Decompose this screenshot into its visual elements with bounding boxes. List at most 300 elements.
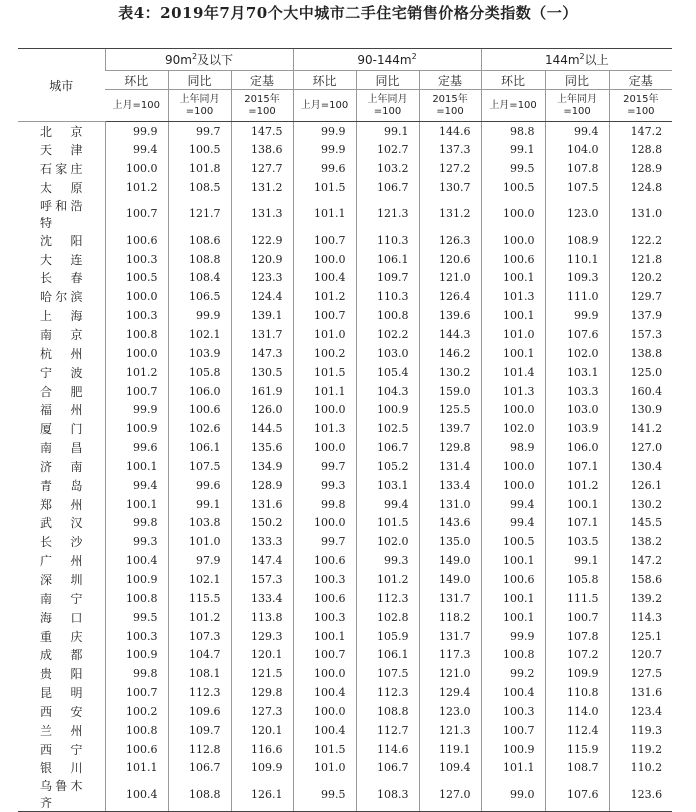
base-small: 127.3 bbox=[231, 702, 293, 721]
mom-medium: 101.1 bbox=[293, 197, 356, 231]
table-row bbox=[18, 740, 672, 759]
yoy-medium: 99.4 bbox=[356, 495, 419, 514]
yoy-medium: 102.0 bbox=[356, 532, 419, 551]
yoy-small: 108.8 bbox=[168, 250, 231, 269]
mom-medium: 101.0 bbox=[293, 325, 356, 344]
base-large: 138.8 bbox=[609, 344, 672, 363]
base-small: 128.9 bbox=[231, 476, 293, 495]
yoy-small: 99.7 bbox=[168, 122, 231, 141]
yoy-large: 101.2 bbox=[545, 476, 609, 495]
base-medium: 118.2 bbox=[419, 608, 481, 627]
yoy-large: 112.4 bbox=[545, 721, 609, 740]
mom-small: 100.6 bbox=[105, 231, 168, 250]
mom-medium: 100.7 bbox=[293, 231, 356, 250]
yoy-small: 112.8 bbox=[168, 740, 231, 759]
table-row bbox=[18, 287, 672, 306]
yoy-medium: 112.3 bbox=[356, 589, 419, 608]
city-cell: 海 口 bbox=[40, 610, 83, 625]
mom-small: 100.9 bbox=[105, 645, 168, 664]
yoy-small: 102.1 bbox=[168, 325, 231, 344]
yoy-small: 115.5 bbox=[168, 589, 231, 608]
yoy-large: 102.0 bbox=[545, 344, 609, 363]
city-cell: 南 京 bbox=[40, 328, 83, 343]
yoy-large: 115.9 bbox=[545, 740, 609, 759]
mom-medium: 100.2 bbox=[293, 344, 356, 363]
yoy-medium: 102.8 bbox=[356, 608, 419, 627]
base-large: 130.2 bbox=[609, 495, 672, 514]
yoy-small: 107.5 bbox=[168, 457, 231, 476]
sub-header-yoy: 同比 bbox=[356, 71, 419, 90]
base-label-prev-month: 上月=100 bbox=[105, 90, 168, 122]
base-medium: 127.2 bbox=[419, 159, 481, 178]
base-medium: 127.0 bbox=[419, 777, 481, 812]
yoy-small: 101.8 bbox=[168, 159, 231, 178]
city-cell: 乌鲁木齐 bbox=[18, 777, 105, 812]
table-row bbox=[18, 627, 672, 646]
group-header-large: $144m^2$以上 bbox=[481, 49, 672, 71]
city-cell: 西 宁 bbox=[40, 742, 83, 757]
yoy-medium: 101.5 bbox=[356, 514, 419, 533]
yoy-large: 110.8 bbox=[545, 683, 609, 702]
table-row bbox=[18, 759, 672, 778]
city-cell: 呼和浩特 bbox=[40, 198, 83, 230]
yoy-medium: 101.2 bbox=[356, 570, 419, 589]
yoy-small: 101.2 bbox=[168, 608, 231, 627]
table-row bbox=[18, 645, 672, 664]
city-cell: 成 都 bbox=[40, 648, 83, 663]
base-small: 131.6 bbox=[231, 495, 293, 514]
yoy-large: 105.8 bbox=[545, 570, 609, 589]
base-medium: 119.1 bbox=[419, 740, 481, 759]
yoy-large: 123.0 bbox=[545, 197, 609, 231]
table-row bbox=[18, 306, 672, 325]
group-header-row bbox=[18, 49, 672, 71]
yoy-small: 105.8 bbox=[168, 363, 231, 382]
yoy-large: 107.1 bbox=[545, 514, 609, 533]
city-cell: 大 连 bbox=[40, 252, 83, 267]
base-medium: 126.4 bbox=[419, 287, 481, 306]
table-row bbox=[18, 344, 672, 363]
table-row bbox=[18, 683, 672, 702]
base-large: 110.2 bbox=[609, 759, 672, 778]
base-medium: 139.6 bbox=[419, 306, 481, 325]
mom-medium: 100.0 bbox=[293, 400, 356, 419]
base-small: 150.2 bbox=[231, 514, 293, 533]
base-medium: 121.0 bbox=[419, 269, 481, 288]
yoy-large: 111.5 bbox=[545, 589, 609, 608]
base-large: 127.5 bbox=[609, 664, 672, 683]
group-header-small: $90m^2$及以下 bbox=[105, 49, 293, 71]
sub-header-mom: 环比 bbox=[105, 71, 168, 90]
yoy-large: 114.0 bbox=[545, 702, 609, 721]
table-row bbox=[18, 551, 672, 570]
mom-medium: 100.0 bbox=[293, 702, 356, 721]
mom-medium: 101.1 bbox=[293, 382, 356, 401]
yoy-small: 108.4 bbox=[168, 269, 231, 288]
group-header-medium: $90-144m^2$ bbox=[293, 49, 481, 71]
table-row bbox=[18, 532, 672, 551]
mom-large: 99.2 bbox=[481, 664, 545, 683]
base-small: 129.8 bbox=[231, 683, 293, 702]
mom-large: 101.4 bbox=[481, 363, 545, 382]
yoy-small: 97.9 bbox=[168, 551, 231, 570]
mom-large: 100.1 bbox=[481, 608, 545, 627]
table-row bbox=[18, 419, 672, 438]
yoy-medium: 99.3 bbox=[356, 551, 419, 570]
yoy-small: 106.1 bbox=[168, 438, 231, 457]
sub-header-mom: 环比 bbox=[293, 71, 356, 90]
base-large: 138.2 bbox=[609, 532, 672, 551]
mom-small: 101.2 bbox=[105, 178, 168, 197]
base-small: 133.4 bbox=[231, 589, 293, 608]
mom-large: 100.6 bbox=[481, 570, 545, 589]
mom-large: 101.0 bbox=[481, 325, 545, 344]
table-row bbox=[18, 363, 672, 382]
table-row bbox=[18, 250, 672, 269]
base-small: 116.6 bbox=[231, 740, 293, 759]
yoy-medium: 104.3 bbox=[356, 382, 419, 401]
mom-large: 98.9 bbox=[481, 438, 545, 457]
base-medium: 131.4 bbox=[419, 457, 481, 476]
yoy-medium: 106.1 bbox=[356, 645, 419, 664]
base-small: 126.1 bbox=[231, 777, 293, 812]
base-label-prev-month: 上月=100 bbox=[481, 90, 545, 122]
mom-small: 100.4 bbox=[105, 777, 168, 812]
yoy-large: 107.1 bbox=[545, 457, 609, 476]
mom-medium: 101.3 bbox=[293, 419, 356, 438]
mom-small: 100.3 bbox=[105, 627, 168, 646]
yoy-medium: 99.1 bbox=[356, 122, 419, 141]
base-small: 109.9 bbox=[231, 759, 293, 778]
sub-header-mom: 环比 bbox=[481, 71, 545, 90]
mom-medium: 100.7 bbox=[293, 645, 356, 664]
city-cell: 哈尔滨 bbox=[40, 290, 83, 305]
mom-medium: 100.4 bbox=[293, 269, 356, 288]
table-row bbox=[18, 457, 672, 476]
mom-medium: 100.0 bbox=[293, 250, 356, 269]
table-row bbox=[18, 231, 672, 250]
base-large: 129.7 bbox=[609, 287, 672, 306]
mom-large: 101.3 bbox=[481, 287, 545, 306]
mom-large: 100.1 bbox=[481, 551, 545, 570]
base-small: 147.4 bbox=[231, 551, 293, 570]
base-small: 120.9 bbox=[231, 250, 293, 269]
yoy-medium: 110.3 bbox=[356, 287, 419, 306]
mom-large: 100.4 bbox=[481, 683, 545, 702]
mom-large: 99.5 bbox=[481, 159, 545, 178]
mom-small: 99.4 bbox=[105, 140, 168, 159]
mom-medium: 100.3 bbox=[293, 608, 356, 627]
yoy-small: 121.7 bbox=[168, 197, 231, 231]
yoy-small: 103.9 bbox=[168, 344, 231, 363]
mom-small: 100.7 bbox=[105, 683, 168, 702]
yoy-medium: 102.5 bbox=[356, 419, 419, 438]
base-large: 128.8 bbox=[609, 140, 672, 159]
mom-medium: 100.3 bbox=[293, 570, 356, 589]
yoy-large: 104.0 bbox=[545, 140, 609, 159]
city-cell: 杭 州 bbox=[40, 346, 83, 361]
yoy-medium: 106.7 bbox=[356, 178, 419, 197]
base-small: 129.3 bbox=[231, 627, 293, 646]
yoy-large: 107.8 bbox=[545, 159, 609, 178]
mom-medium: 100.4 bbox=[293, 683, 356, 702]
yoy-small: 108.6 bbox=[168, 231, 231, 250]
table-row bbox=[18, 514, 672, 533]
base-small: 113.8 bbox=[231, 608, 293, 627]
city-cell: 南 宁 bbox=[40, 591, 83, 606]
base-large: 158.6 bbox=[609, 570, 672, 589]
mom-large: 100.0 bbox=[481, 197, 545, 231]
yoy-large: 103.3 bbox=[545, 382, 609, 401]
base-medium: 120.6 bbox=[419, 250, 481, 269]
mom-small: 100.0 bbox=[105, 287, 168, 306]
base-large: 130.9 bbox=[609, 400, 672, 419]
mom-medium: 99.7 bbox=[293, 457, 356, 476]
base-small: 120.1 bbox=[231, 721, 293, 740]
base-large: 122.2 bbox=[609, 231, 672, 250]
mom-medium: 100.6 bbox=[293, 551, 356, 570]
yoy-small: 108.5 bbox=[168, 178, 231, 197]
mom-small: 100.8 bbox=[105, 721, 168, 740]
city-cell: 石家庄 bbox=[40, 162, 83, 177]
base-small: 161.9 bbox=[231, 382, 293, 401]
yoy-small: 99.1 bbox=[168, 495, 231, 514]
yoy-medium: 110.3 bbox=[356, 231, 419, 250]
table-row bbox=[18, 122, 672, 141]
mom-medium: 101.2 bbox=[293, 287, 356, 306]
table-row bbox=[18, 476, 672, 495]
base-large: 130.4 bbox=[609, 457, 672, 476]
base-large: 126.1 bbox=[609, 476, 672, 495]
base-medium: 149.0 bbox=[419, 551, 481, 570]
yoy-small: 108.8 bbox=[168, 777, 231, 812]
yoy-medium: 108.8 bbox=[356, 702, 419, 721]
mom-small: 100.0 bbox=[105, 344, 168, 363]
city-cell: 兰 州 bbox=[40, 723, 83, 738]
base-label-prev-year: 上年同月=100 bbox=[168, 90, 231, 122]
city-cell: 南 昌 bbox=[40, 441, 83, 456]
base-medium: 135.0 bbox=[419, 532, 481, 551]
base-small: 131.3 bbox=[231, 197, 293, 231]
yoy-large: 99.9 bbox=[545, 306, 609, 325]
base-label-2015: 2015年=100 bbox=[231, 90, 293, 122]
table-row bbox=[18, 570, 672, 589]
mom-medium: 101.5 bbox=[293, 178, 356, 197]
table-row bbox=[18, 608, 672, 627]
mom-medium: 100.7 bbox=[293, 306, 356, 325]
mom-medium: 100.4 bbox=[293, 721, 356, 740]
sub-header-fixed-base: 定基 bbox=[231, 71, 293, 90]
mom-medium: 100.0 bbox=[293, 438, 356, 457]
yoy-large: 108.9 bbox=[545, 231, 609, 250]
yoy-medium: 114.6 bbox=[356, 740, 419, 759]
table-row bbox=[18, 702, 672, 721]
yoy-medium: 100.8 bbox=[356, 306, 419, 325]
table-row bbox=[18, 178, 672, 197]
base-small: 121.5 bbox=[231, 664, 293, 683]
mom-small: 100.3 bbox=[105, 306, 168, 325]
mom-large: 100.8 bbox=[481, 645, 545, 664]
yoy-small: 100.6 bbox=[168, 400, 231, 419]
mom-small: 100.7 bbox=[105, 382, 168, 401]
city-cell: 西 安 bbox=[40, 704, 83, 719]
base-header-row bbox=[18, 90, 672, 122]
yoy-medium: 112.7 bbox=[356, 721, 419, 740]
yoy-medium: 102.7 bbox=[356, 140, 419, 159]
yoy-small: 99.9 bbox=[168, 306, 231, 325]
table-row bbox=[18, 589, 672, 608]
base-medium: 109.4 bbox=[419, 759, 481, 778]
yoy-large: 103.5 bbox=[545, 532, 609, 551]
yoy-large: 107.6 bbox=[545, 325, 609, 344]
yoy-small: 102.1 bbox=[168, 570, 231, 589]
base-label-prev-year: 上年同月=100 bbox=[356, 90, 419, 122]
mom-medium: 101.5 bbox=[293, 740, 356, 759]
yoy-large: 107.2 bbox=[545, 645, 609, 664]
city-column-header: 城市 bbox=[18, 49, 105, 122]
yoy-small: 106.7 bbox=[168, 759, 231, 778]
yoy-small: 106.5 bbox=[168, 287, 231, 306]
mom-small: 100.2 bbox=[105, 702, 168, 721]
base-medium: 126.3 bbox=[419, 231, 481, 250]
sub-header-row bbox=[18, 71, 672, 90]
mom-small: 101.1 bbox=[105, 759, 168, 778]
base-small: 123.3 bbox=[231, 269, 293, 288]
city-cell: 武 汉 bbox=[40, 516, 83, 531]
base-label-prev-year: 上年同月=100 bbox=[545, 90, 609, 122]
base-medium: 130.2 bbox=[419, 363, 481, 382]
table-row bbox=[18, 721, 672, 740]
base-large: 147.2 bbox=[609, 122, 672, 141]
yoy-medium: 100.9 bbox=[356, 400, 419, 419]
sub-header-fixed-base: 定基 bbox=[609, 71, 672, 90]
yoy-large: 103.0 bbox=[545, 400, 609, 419]
base-medium: 149.0 bbox=[419, 570, 481, 589]
mom-small: 99.4 bbox=[105, 476, 168, 495]
yoy-medium: 112.3 bbox=[356, 683, 419, 702]
mom-small: 99.8 bbox=[105, 514, 168, 533]
base-small: 134.9 bbox=[231, 457, 293, 476]
mom-medium: 99.7 bbox=[293, 532, 356, 551]
mom-small: 100.9 bbox=[105, 570, 168, 589]
mom-large: 99.4 bbox=[481, 495, 545, 514]
mom-medium: 100.6 bbox=[293, 589, 356, 608]
mom-small: 100.0 bbox=[105, 159, 168, 178]
base-medium: 131.7 bbox=[419, 627, 481, 646]
city-cell: 青 岛 bbox=[40, 478, 83, 493]
mom-large: 99.9 bbox=[481, 627, 545, 646]
base-large: 131.0 bbox=[609, 197, 672, 231]
mom-large: 98.8 bbox=[481, 122, 545, 141]
table-row bbox=[18, 197, 672, 231]
table-row bbox=[18, 495, 672, 514]
yoy-small: 101.0 bbox=[168, 532, 231, 551]
city-cell: 重 庆 bbox=[40, 629, 83, 644]
mom-small: 100.1 bbox=[105, 457, 168, 476]
yoy-large: 110.1 bbox=[545, 250, 609, 269]
base-medium: 139.7 bbox=[419, 419, 481, 438]
yoy-large: 111.0 bbox=[545, 287, 609, 306]
city-cell: 银 川 bbox=[40, 761, 83, 776]
city-cell: 郑 州 bbox=[40, 497, 83, 512]
page-title: 表4：2019年7月70个大中城市二手住宅销售价格分类指数（一） bbox=[118, 4, 578, 22]
mom-small: 100.9 bbox=[105, 419, 168, 438]
sub-header-yoy: 同比 bbox=[168, 71, 231, 90]
base-small: 124.4 bbox=[231, 287, 293, 306]
mom-small: 99.9 bbox=[105, 400, 168, 419]
base-large: 160.4 bbox=[609, 382, 672, 401]
base-label-prev-month: 上月=100 bbox=[293, 90, 356, 122]
base-large: 139.2 bbox=[609, 589, 672, 608]
mom-large: 99.0 bbox=[481, 777, 545, 812]
mom-small: 100.1 bbox=[105, 495, 168, 514]
base-large: 120.7 bbox=[609, 645, 672, 664]
mom-small: 100.8 bbox=[105, 325, 168, 344]
city-cell: 济 南 bbox=[40, 459, 83, 474]
yoy-medium: 105.9 bbox=[356, 627, 419, 646]
base-large: 124.8 bbox=[609, 178, 672, 197]
base-large: 147.2 bbox=[609, 551, 672, 570]
base-large: 145.5 bbox=[609, 514, 672, 533]
base-small: 147.3 bbox=[231, 344, 293, 363]
mom-large: 100.0 bbox=[481, 400, 545, 419]
yoy-large: 99.1 bbox=[545, 551, 609, 570]
yoy-medium: 108.3 bbox=[356, 777, 419, 812]
yoy-large: 109.3 bbox=[545, 269, 609, 288]
base-large: 119.2 bbox=[609, 740, 672, 759]
yoy-medium: 105.2 bbox=[356, 457, 419, 476]
yoy-large: 99.4 bbox=[545, 122, 609, 141]
yoy-small: 99.6 bbox=[168, 476, 231, 495]
mom-small: 99.5 bbox=[105, 608, 168, 627]
yoy-medium: 107.5 bbox=[356, 664, 419, 683]
table-row bbox=[18, 777, 672, 812]
mom-large: 99.4 bbox=[481, 514, 545, 533]
mom-large: 100.7 bbox=[481, 721, 545, 740]
table-row bbox=[18, 400, 672, 419]
yoy-large: 103.1 bbox=[545, 363, 609, 382]
mom-small: 99.3 bbox=[105, 532, 168, 551]
city-cell: 宁 波 bbox=[40, 365, 83, 380]
base-large: 125.1 bbox=[609, 627, 672, 646]
mom-large: 101.1 bbox=[481, 759, 545, 778]
yoy-small: 106.0 bbox=[168, 382, 231, 401]
base-large: 121.8 bbox=[609, 250, 672, 269]
mom-large: 102.0 bbox=[481, 419, 545, 438]
mom-small: 100.5 bbox=[105, 269, 168, 288]
city-cell: 合 肥 bbox=[40, 384, 83, 399]
base-label-2015: 2015年=100 bbox=[419, 90, 481, 122]
city-cell: 沈 阳 bbox=[40, 233, 83, 248]
city-cell: 福 州 bbox=[40, 403, 83, 418]
mom-large: 100.0 bbox=[481, 457, 545, 476]
table-row bbox=[18, 438, 672, 457]
mom-small: 100.4 bbox=[105, 551, 168, 570]
yoy-small: 109.6 bbox=[168, 702, 231, 721]
yoy-large: 100.1 bbox=[545, 495, 609, 514]
mom-large: 100.3 bbox=[481, 702, 545, 721]
city-cell: 上 海 bbox=[40, 309, 83, 324]
table-row bbox=[18, 325, 672, 344]
mom-small: 100.3 bbox=[105, 250, 168, 269]
base-large: 131.6 bbox=[609, 683, 672, 702]
yoy-medium: 103.1 bbox=[356, 476, 419, 495]
yoy-large: 107.8 bbox=[545, 627, 609, 646]
yoy-large: 107.5 bbox=[545, 178, 609, 197]
yoy-medium: 105.4 bbox=[356, 363, 419, 382]
base-small: 127.7 bbox=[231, 159, 293, 178]
yoy-medium: 106.7 bbox=[356, 759, 419, 778]
